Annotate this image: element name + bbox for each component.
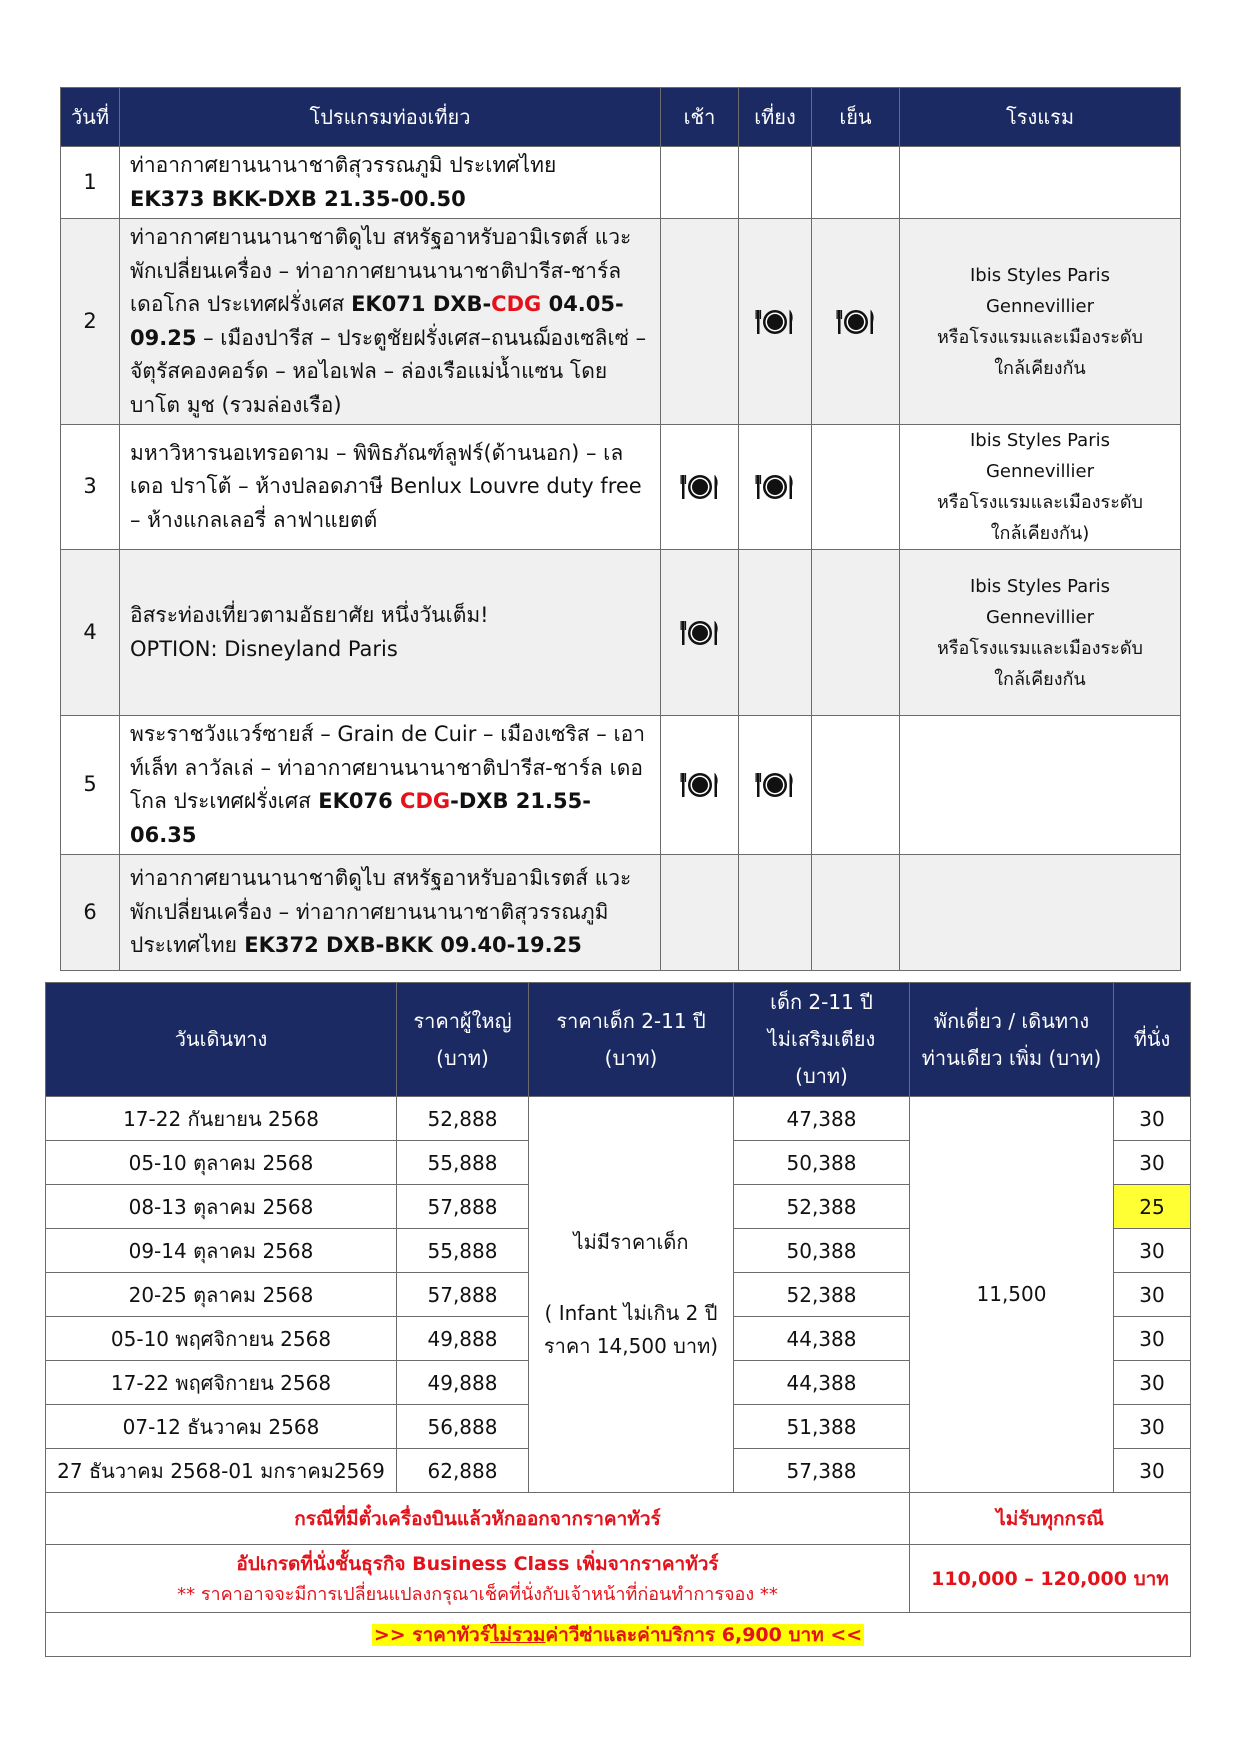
itinerary-row-day-1 — [61, 147, 1181, 219]
child-price-note — [529, 1097, 734, 1493]
airport-code: CDG — [400, 789, 451, 813]
header-line: ไม่เสริมเตียง — [767, 1027, 876, 1051]
header-child-price — [529, 983, 734, 1097]
child-nobed-price: 57,388 — [734, 1449, 910, 1493]
itinerary-table — [60, 87, 1181, 971]
lunch-cell — [739, 716, 812, 855]
hotel-line: หรือโรงแรมและเมืองระดับ — [937, 492, 1143, 513]
child-nobed-price: 47,388 — [734, 1097, 910, 1141]
lunch-cell — [739, 425, 812, 550]
visa-footer-row — [46, 1613, 1191, 1657]
lunch-cell — [739, 550, 812, 716]
business-upgrade-row — [46, 1545, 1191, 1613]
plate-fork-knife-icon — [755, 770, 795, 800]
header-line: (บาท) — [795, 1064, 848, 1088]
hotel-line: Gennevillier — [985, 295, 1095, 317]
header-line: ราคาผู้ใหญ่ — [413, 1008, 512, 1033]
itinerary-row-day-6 — [61, 855, 1181, 971]
program-line: อิสระท่องเที่ยวตามอัธยาศัย หนึ่งวันเต็ม! — [130, 603, 489, 627]
seats-count: 30 — [1114, 1317, 1191, 1361]
travel-date: 07-12 ธันวาคม 2568 — [46, 1405, 397, 1449]
header-line: (บาท) — [604, 1045, 658, 1070]
hotel-line: หรือโรงแรมและเมืองระดับ — [937, 326, 1143, 348]
dinner-cell — [812, 716, 900, 855]
header-dinner: เย็น — [812, 88, 900, 147]
plate-fork-knife-icon — [680, 472, 720, 502]
itinerary-row-day-2 — [61, 219, 1181, 425]
hotel-line: Ibis Styles Paris — [969, 430, 1110, 451]
child-note-line: ราคา 14,500 บาท) — [543, 1334, 719, 1358]
child-nobed-price: 50,388 — [734, 1141, 910, 1185]
flight-info: EK373 BKK-DXB 21.35-00.50 — [130, 186, 466, 211]
header-adult-price — [397, 983, 529, 1097]
adult-price: 62,888 — [397, 1449, 529, 1493]
header-travel-date: วันเดินทาง — [46, 983, 397, 1097]
adult-price: 55,888 — [397, 1141, 529, 1185]
hotel-cell — [900, 219, 1181, 425]
travel-date: 09-14 ตุลาคม 2568 — [46, 1229, 397, 1273]
adult-price: 57,888 — [397, 1273, 529, 1317]
header-seats: ที่นั่ง — [1114, 983, 1191, 1097]
visa-fee-highlight — [372, 1624, 864, 1646]
hotel-line: ใกล้เคียงกัน — [994, 668, 1086, 690]
upgrade-disclaimer: ** ราคาอาจจะมีการเปลี่ยนแปลงกรุณาเช็คที่นั่งกับเจ้าหน้าที่ก่อนทำการจอง ** — [177, 1584, 778, 1605]
travel-date: 05-10 ตุลาคม 2568 — [46, 1141, 397, 1185]
plate-fork-knife-icon — [755, 472, 795, 502]
seats-count-highlighted: 25 — [1114, 1185, 1191, 1229]
header-single-supplement — [910, 983, 1114, 1097]
seats-count: 30 — [1114, 1141, 1191, 1185]
hotel-cell — [900, 147, 1181, 219]
adult-price: 49,888 — [397, 1361, 529, 1405]
hotel-line: ใกล้เคียงกัน — [994, 357, 1086, 379]
flight-part: EK071 DXB- — [351, 292, 492, 316]
hotel-line: Ibis Styles Paris — [969, 575, 1110, 597]
header-line: เด็ก 2-11 ปี — [770, 990, 873, 1014]
price-header-row — [46, 983, 1191, 1097]
child-nobed-price: 52,388 — [734, 1273, 910, 1317]
header-day: วันที่ — [61, 88, 120, 147]
program-text — [120, 716, 661, 855]
ticket-deduction-value: ไม่รับทุกกรณี — [910, 1493, 1191, 1545]
program-text — [120, 147, 661, 219]
plate-fork-knife-icon — [755, 307, 795, 337]
hotel-line: Gennevillier — [985, 461, 1095, 482]
program-line: OPTION: Disneyland Paris — [130, 636, 398, 661]
seats-count: 30 — [1114, 1361, 1191, 1405]
header-line: (บาท) — [436, 1045, 489, 1070]
breakfast-cell — [661, 855, 739, 971]
header-breakfast: เช้า — [661, 88, 739, 147]
itinerary-row-day-5 — [61, 716, 1181, 855]
breakfast-cell — [661, 550, 739, 716]
child-note-line: ( Infant ไม่เกิน 2 ปี — [544, 1301, 718, 1325]
day-number: 2 — [61, 219, 120, 425]
itinerary-header-row — [61, 88, 1181, 147]
header-line: ราคาเด็ก 2-11 ปี — [556, 1008, 706, 1033]
flight-info: EK372 DXB-BKK 09.40-19.25 — [236, 933, 582, 958]
travel-date: 27 ธันวาคม 2568-01 มกราคม2569 — [46, 1449, 397, 1493]
lunch-cell — [739, 219, 812, 425]
header-line: พักเดี่ยว / เดินทาง — [933, 1008, 1090, 1033]
plate-fork-knife-icon — [836, 307, 876, 337]
upgrade-line: อัปเกรดที่นั่งชั้นธุรกิจ Business Class เพิ่มจากราคาทัวร์ — [236, 1553, 719, 1575]
single-supplement-price: 11,500 — [910, 1097, 1114, 1493]
header-lunch: เที่ยง — [739, 88, 812, 147]
header-program: โปรแกรมท่องเที่ยว — [120, 88, 661, 147]
seats-count: 30 — [1114, 1449, 1191, 1493]
adult-price: 57,888 — [397, 1185, 529, 1229]
not-included-text: ไม่รวม — [489, 1623, 546, 1646]
adult-price: 55,888 — [397, 1229, 529, 1273]
hotel-line: Ibis Styles Paris — [969, 264, 1110, 286]
day-number: 3 — [61, 425, 120, 550]
child-nobed-price: 44,388 — [734, 1361, 910, 1405]
travel-date: 17-22 พฤศจิกายน 2568 — [46, 1361, 397, 1405]
child-nobed-price: 51,388 — [734, 1405, 910, 1449]
dinner-cell — [812, 550, 900, 716]
hotel-line: หรือโรงแรมและเมืองระดับ — [937, 637, 1143, 659]
header-child-nobed-price — [734, 983, 910, 1097]
hotel-cell — [900, 550, 1181, 716]
dinner-cell — [812, 855, 900, 971]
ticket-deduction-note: กรณีที่มีตั๋วเครื่องบินแล้วหักออกจากราคาทัวร์ — [46, 1493, 910, 1545]
adult-price: 49,888 — [397, 1317, 529, 1361]
price-row — [46, 1097, 1191, 1141]
breakfast-cell — [661, 425, 739, 550]
plate-fork-knife-icon — [680, 618, 720, 648]
lunch-cell — [739, 855, 812, 971]
day-number: 1 — [61, 147, 120, 219]
visa-fee-text: ค่าวีซ่าและค่าบริการ 6,900 บาท << — [545, 1623, 863, 1646]
program-text: มหาวิหารนอเทรอดาม – พิพิธภัณฑ์ลูฟร์(ด้านนอก) – เล เดอ ปราโต้ – ห้างปลอดภาษี Benlux Louvre duty free – ห้างแกลเลอรี่ ลาฟาแยตต์ — [120, 425, 661, 550]
breakfast-cell — [661, 716, 739, 855]
seats-count: 30 — [1114, 1273, 1191, 1317]
seats-count: 30 — [1114, 1229, 1191, 1273]
day-number: 6 — [61, 855, 120, 971]
lunch-cell — [739, 147, 812, 219]
flight-part: -DXB 21.55-06.35 — [130, 789, 591, 847]
flight-part: 04.05-09.25 — [130, 292, 624, 350]
price-table — [45, 982, 1191, 1657]
business-upgrade-note — [46, 1545, 910, 1613]
travel-date: 20-25 ตุลาคม 2568 — [46, 1273, 397, 1317]
program-line: พระราชวังแวร์ซายส์ – Grain de Cuir – เมืองเซริส – เอาท์เล็ท ลาวัลเล่ – ท่าอากาศยานนานาชาติปารีส-ชาร์ล เดอ โกล ประเทศฝรั่งเศส — [130, 722, 646, 813]
visa-fee-text: >> ราคาทัวร์ — [373, 1623, 490, 1646]
itinerary-row-day-3 — [61, 425, 1181, 550]
child-nobed-price: 50,388 — [734, 1229, 910, 1273]
program-line: ท่าอากาศยานนานาชาติสุวรรณภูมิ ประเทศไทย — [130, 153, 557, 177]
travel-date: 08-13 ตุลาคม 2568 — [46, 1185, 397, 1229]
hotel-cell — [900, 716, 1181, 855]
seats-count: 30 — [1114, 1097, 1191, 1141]
program-line: ท่าอากาศยานนานาชาติดูไบ สหรัฐอาหรับอามิเรตส์ แวะพักเปลี่ยนเครื่อง – ท่าอากาศยานนานาชาติสุวรรณภูมิ ประเทศไทย — [130, 866, 632, 958]
program-line: – เมืองปารีส – ประตูชัยฝรั่งเศส–ถนนฌ็องเซลิเซ่ – จัตุรัสคองคอร์ด – หอไอเฟล – ล่องเรือแม่น้ำแซน โดย บาโต มูช (รวมล่องเรือ) — [130, 325, 647, 417]
dinner-cell — [812, 425, 900, 550]
airport-code: CDG — [491, 292, 542, 316]
dinner-cell — [812, 147, 900, 219]
hotel-cell — [900, 425, 1181, 550]
travel-date: 17-22 กันยายน 2568 — [46, 1097, 397, 1141]
travel-date: 05-10 พฤศจิกายน 2568 — [46, 1317, 397, 1361]
flight-part: EK076 — [310, 789, 401, 813]
visa-fee-note — [46, 1613, 1191, 1657]
hotel-cell — [900, 855, 1181, 971]
hotel-line: Gennevillier — [985, 606, 1095, 628]
breakfast-cell — [661, 147, 739, 219]
program-text — [120, 855, 661, 971]
seats-count: 30 — [1114, 1405, 1191, 1449]
plate-fork-knife-icon — [680, 770, 720, 800]
day-number: 4 — [61, 550, 120, 716]
program-text — [120, 550, 661, 716]
day-number: 5 — [61, 716, 120, 855]
program-line: ท่าอากาศยานนานาชาติดูไบ สหรัฐอาหรับอามิเรตส์ แวะพักเปลี่ยนเครื่อง – ท่าอากาศยานนานาชาติปารีส-ชาร์ล เดอโกล ประเทศฝรั่งเศส — [130, 225, 632, 316]
business-upgrade-price: 110,000 – 120,000 บาท — [910, 1545, 1191, 1613]
header-line: ท่านเดียว เพิ่ม (บาท) — [921, 1045, 1102, 1070]
child-nobed-price: 44,388 — [734, 1317, 910, 1361]
adult-price: 52,888 — [397, 1097, 529, 1141]
program-text — [120, 219, 661, 425]
header-hotel: โรงแรม — [900, 88, 1181, 147]
ticket-deduction-row — [46, 1493, 1191, 1545]
itinerary-row-day-4 — [61, 550, 1181, 716]
hotel-line: ใกล้เคียงกัน) — [990, 523, 1090, 544]
breakfast-cell — [661, 219, 739, 425]
dinner-cell — [812, 219, 900, 425]
adult-price: 56,888 — [397, 1405, 529, 1449]
child-note-line: ไม่มีราคาเด็ก — [573, 1230, 689, 1254]
child-nobed-price: 52,388 — [734, 1185, 910, 1229]
